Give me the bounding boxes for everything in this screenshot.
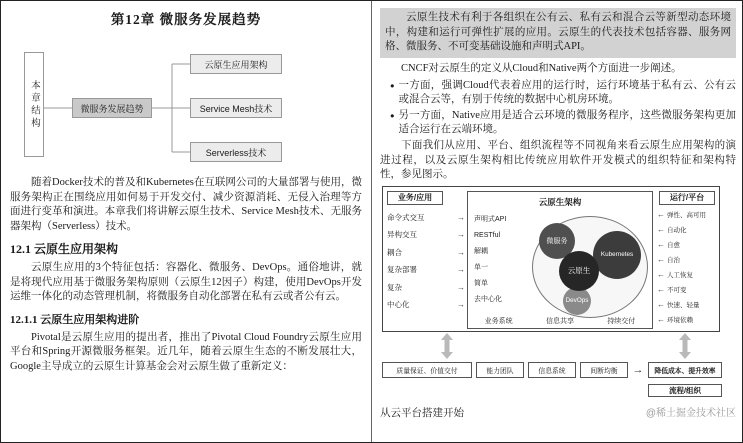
modern-trait-label: 单一 [474, 263, 488, 271]
modern-trait-label: 声明式API [474, 215, 507, 223]
watermark: @稀土掘金技术社区 [645, 407, 736, 419]
bullet-item-cloud [390, 79, 736, 107]
process-result-box: 降低成本、提升效率 [648, 362, 722, 378]
platform-trait-row [657, 297, 719, 312]
platform-trait-label: 人工恢复 [667, 271, 693, 279]
right-page [380, 6, 736, 420]
figure-inner-bottom-row [468, 316, 652, 326]
legacy-trait-row [387, 279, 465, 297]
legacy-trait-row [387, 296, 465, 314]
process-box-punctuated-equilibrium: 间断均衡 [580, 362, 628, 378]
legacy-trait-row [387, 226, 465, 244]
platform-trait-row [657, 282, 719, 297]
inner-bottom-label: 信息共享 [545, 317, 574, 325]
right-arrow-icon: → [457, 300, 465, 310]
cncf-paragraph: CNCF对云原生的定义从Cloud和Native两个方面进一步阐述。 [401, 62, 682, 74]
structure-branch-serverless: Serverless技术 [190, 142, 282, 162]
platform-trait-row [657, 222, 719, 237]
modern-trait-label: 解耦 [474, 247, 488, 255]
legacy-trait-label: 复杂 [387, 282, 402, 292]
figure-label-runtime-platform: 运行/平台 [659, 191, 715, 205]
structure-root-node: 微服务发展趋势 [72, 98, 152, 118]
bullet-text: 一方面，强调Cloud代表着应用的运行时，运行环境基于私有云、公有云或混合云等，有别于传统的数据中心机房环境。 [398, 80, 736, 105]
column-divider [371, 0, 372, 443]
left-arrow-icon: ← [657, 314, 665, 324]
circle-cloud-native: 云原生 [559, 251, 599, 291]
platform-trait-label: 自动化 [667, 226, 687, 234]
platform-trait-label: 环境依赖 [667, 316, 693, 324]
figure-core-ellipse [532, 216, 648, 318]
after-figure-text: 从云平台搭建开始 [380, 407, 464, 419]
left-arrow-icon: ← [657, 224, 665, 234]
platform-trait-label: 自愈 [667, 241, 680, 249]
process-flow-arrow-icon: → [632, 363, 644, 376]
modern-trait-label: RESTful [474, 231, 501, 239]
intro-paragraph: 随着Docker技术的普及和Kubernetes在互联网公司的大量部署与使用，微服务架构正在围绕应用如何易于开发交付、减少资源消耗、无侵入治理等方面进行变革和演进。本章我们将讲解云原生技术、Service Mesh技术、无服务器架构（Serverless）技术。 [10, 177, 362, 232]
left-arrow-icon: ← [657, 239, 665, 249]
legacy-trait-row [387, 261, 465, 279]
legacy-trait-label: 耦合 [387, 247, 402, 257]
process-box-capability-team: 能力团队 [476, 362, 524, 378]
bullet-item-native [390, 109, 736, 137]
right-arrow-icon: → [457, 212, 465, 222]
legacy-trait-label: 命令式交互 [387, 212, 425, 222]
legacy-trait-row [387, 209, 465, 227]
structure-branch-service-mesh: Service Mesh技术 [190, 98, 282, 118]
structure-side-label: 本章结构 [24, 52, 44, 157]
figure-inner-box [467, 191, 653, 329]
platform-trait-label: 弹性、高可用 [667, 211, 706, 219]
modern-trait-label: 去中心化 [474, 295, 502, 303]
section-heading-12-1-1: 12.1.1 云原生应用架构进阶 [10, 313, 140, 326]
figure-center-title: 云原生架构 [538, 196, 582, 207]
legacy-trait-label: 中心化 [387, 300, 410, 310]
platform-trait-row [657, 312, 719, 327]
left-arrow-icon: ← [657, 269, 665, 279]
platform-trait-row [657, 207, 719, 222]
figure-modern-traits-column [474, 212, 532, 308]
transition-paragraph: 下面我们从应用、平台、组织流程等不同视角来看云原生应用架构的演进过程，以及云原生架构相比传统应用软件开发模式的组织特征和架构特性，参见图示。 [380, 140, 736, 180]
section-heading-12-1: 12.1 云原生应用架构 [10, 242, 119, 256]
left-arrow-icon: ← [657, 254, 665, 264]
vertical-flow-arrow-icon [440, 333, 454, 359]
circle-kubernetes: Kubernetes [593, 231, 641, 279]
bullet-icon: ● [390, 81, 395, 90]
right-arrow-icon: → [457, 230, 465, 240]
legacy-trait-label: 复杂部署 [387, 265, 417, 275]
chapter-title: 第12章 微服务发展趋势 [110, 12, 262, 27]
figure-label-process-organization: 流程/组织 [648, 384, 722, 397]
inner-bottom-label: 持续交付 [607, 317, 636, 325]
process-box-information-system: 信息系统 [528, 362, 576, 378]
right-arrow-icon: → [457, 265, 465, 275]
inner-bottom-label: 业务系统 [484, 317, 513, 325]
platform-trait-label: 不可变 [667, 286, 687, 294]
platform-trait-row [657, 237, 719, 252]
platform-trait-label: 自治 [667, 256, 680, 264]
chapter-structure-diagram [10, 32, 362, 172]
figure-footer-row [380, 404, 736, 420]
figure-platform-traits-column [657, 207, 719, 327]
bullet-icon: ● [390, 111, 395, 120]
platform-trait-label: 快速、轻量 [667, 301, 700, 309]
figure-main-box [382, 186, 720, 332]
cloud-native-architecture-figure [380, 186, 732, 400]
platform-trait-row [657, 252, 719, 267]
right-arrow-icon: → [457, 247, 465, 257]
left-arrow-icon: ← [657, 209, 665, 219]
figure-legacy-traits-column [387, 209, 465, 314]
right-arrow-icon: → [457, 282, 465, 292]
modern-trait-label: 简单 [474, 279, 488, 287]
section-12-1-1-paragraph: Pivotal是云原生应用的提出者，推出了Pivotal Cloud Foundry云原生应用平台和Spring开源微服务框架。近几年，随着云原生生态的不断发展壮大，Google主导成立的云原生计算基金会对云原生做了重新定义： [10, 331, 362, 372]
left-page [10, 6, 362, 377]
figure-label-business-app: 业务/应用 [387, 191, 443, 205]
bullet-text: 另一方面，Native应用是适合云环境的微服务程序，这些微服务架构更加适合运行在云端环境。 [398, 110, 736, 135]
structure-connector-lines [10, 32, 362, 172]
legacy-trait-label: 异构交互 [387, 230, 417, 240]
left-arrow-icon: ← [657, 299, 665, 309]
section-12-1-paragraph: 云原生应用的3个特征包括：容器化、微服务、DevOps。通俗地讲，就是将现代应用基于微服务架构原则（云原生12因子）构建，使用DevOps开发运维一体化的动态管理机制，将微服务自动化部署在私有云或者公有云。 [10, 262, 362, 302]
circle-devops: DevOps [563, 287, 591, 315]
legacy-trait-row [387, 244, 465, 262]
platform-trait-row [657, 267, 719, 282]
cncf-definition-quote: 云原生技术有利于各组织在公有云、私有云和混合云等新型动态环境中，构建和运行可弹性扩展的应用。云原生的代表技术包括容器、服务网格、微服务、不可变基础设施和声明式API。 [380, 8, 736, 58]
left-arrow-icon: ← [657, 284, 665, 294]
process-box-quality: 质量保证、价值交付 [382, 362, 472, 378]
structure-branch-cloud-native: 云原生应用架构 [190, 54, 282, 74]
vertical-flow-arrow-icon [678, 333, 692, 359]
circle-microservices: 微服务 [539, 223, 575, 259]
